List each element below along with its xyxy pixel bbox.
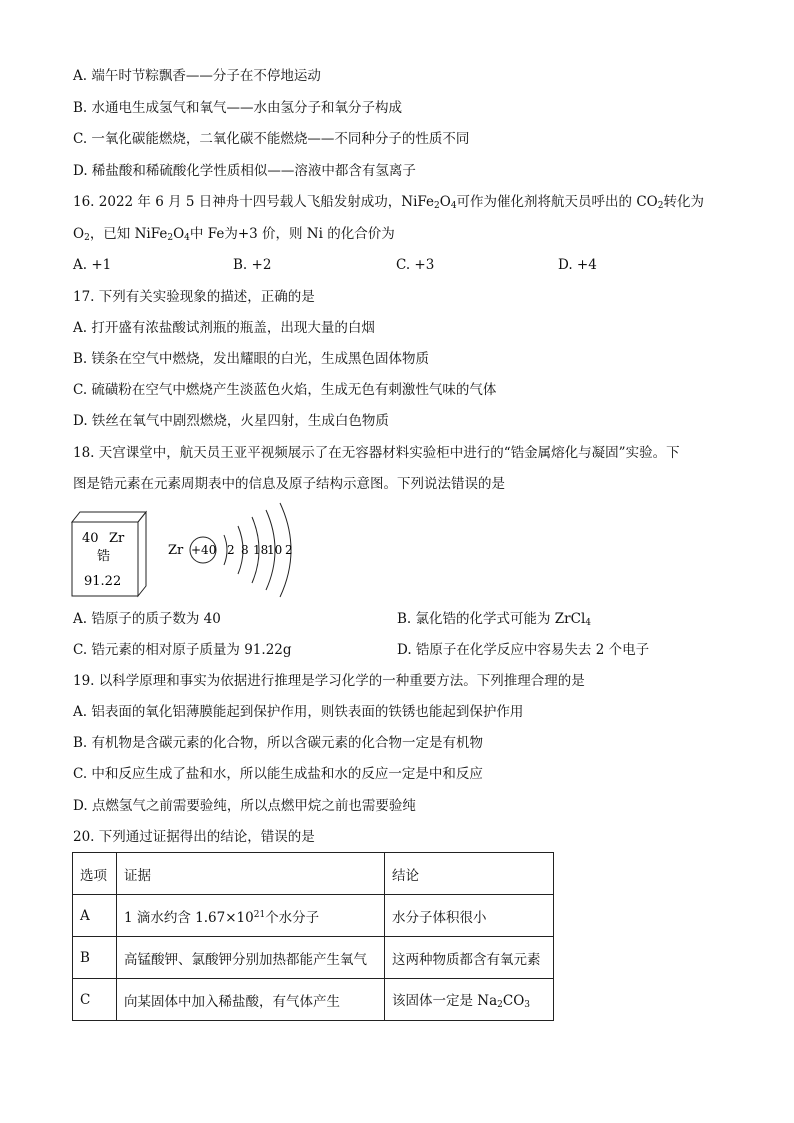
- table-header-cell: 结论: [385, 853, 554, 895]
- atom-symbol: Zr: [168, 543, 184, 558]
- table-cell-evidence: [117, 895, 385, 937]
- q16-text: 16. 2022 年 6 月 5 日神舟十四号载人飞船发射成功，NiFe: [73, 194, 434, 210]
- evidence-text: 1 滴水约含 1.67×10: [124, 909, 254, 926]
- q18-option-a: A. 锆原子的质子数为 40: [73, 611, 221, 627]
- q18-stem-line2: 图是锆元素在元素周期表中的信息及原子结构示意图。下列说法错误的是: [73, 476, 505, 492]
- shell-count: 10: [267, 543, 283, 557]
- evidence-text: 个水分子: [265, 909, 320, 926]
- q16-option-d: D. +4: [558, 257, 597, 273]
- q16-text: ，已知 NiFe: [89, 226, 168, 242]
- table-header-cell: 证据: [117, 853, 385, 895]
- q17-option-c: C. 硫磺粉在空气中燃烧产生淡蓝色火焰，生成无色有刺激性气味的气体: [73, 382, 497, 398]
- table-header-cell: 选项: [73, 853, 117, 895]
- shell-count: 2: [285, 543, 293, 557]
- q19-option-a: A. 铝表面的氧化铝薄膜能起到保护作用，则铁表面的铁锈也能起到保护作用: [73, 704, 524, 720]
- element-card: [72, 512, 146, 596]
- element-name: 锆: [97, 549, 111, 564]
- q17-option-d: D. 铁丝在氧气中剧烈燃烧，火星四射，生成白色物质: [73, 413, 389, 429]
- superscript: 21: [253, 909, 266, 920]
- nucleus-charge: +40: [191, 543, 217, 557]
- table-cell-evidence: 向某固体中加入稀盐酸，有气体产生: [117, 979, 385, 1021]
- sub-index: 4: [585, 618, 592, 628]
- sub-index: 2: [434, 201, 440, 211]
- q16-option-c: C. +3: [396, 257, 435, 273]
- q16-text: O: [439, 194, 451, 210]
- table-row: [73, 895, 554, 937]
- element-symbol: Zr: [109, 531, 125, 546]
- shell-count: 2: [227, 543, 235, 557]
- table-cell-option: C: [73, 979, 117, 1021]
- conclusion-text: 该固体一定是 Na: [392, 993, 498, 1009]
- sub-index: 4: [450, 201, 457, 211]
- q17-stem: 17. 下列有关实验现象的描述，正确的是: [73, 289, 315, 305]
- q18-stem-line1: 18. 天宫课堂中，航天员王亚平视频展示了在无容器材料实验柜中进行的“锆金属熔化与凝固”实验。下: [73, 445, 680, 461]
- q16-stem-line1: [73, 193, 704, 215]
- q18-option-b-text: B. 氯化锆的化学式可能为 ZrCl: [397, 611, 586, 627]
- q16-stem-line2: [73, 225, 395, 247]
- q20-stem: 20. 下列通过证据得出的结论，错误的是: [73, 829, 315, 845]
- table-row: [73, 937, 554, 979]
- q15-option-a: A. 端午时节粽飘香——分子在不停地运动: [73, 68, 321, 84]
- atom-structure: [168, 503, 293, 597]
- q16-text: O: [173, 226, 185, 242]
- table-cell-option: A: [73, 895, 117, 937]
- q19-option-b: B. 有机物是含碳元素的化合物，所以含碳元素的化合物一定是有机物: [73, 735, 484, 751]
- table-cell-option: B: [73, 937, 117, 979]
- q18-option-b: [397, 610, 591, 632]
- q17-option-b: B. 镁条在空气中燃烧，发出耀眼的白光，生成黑色固体物质: [73, 351, 430, 367]
- sub-index: 2: [167, 233, 174, 243]
- q16-option-a: A. +1: [73, 257, 112, 273]
- table-cell-conclusion: 水分子体积很小: [385, 895, 554, 937]
- element-number: 40: [82, 531, 99, 546]
- shell-count: 8: [241, 543, 249, 557]
- table-row: [73, 979, 554, 1021]
- q15-option-b: B. 水通电生成氢气和氧气——水由氢分子和氧分子构成: [73, 100, 403, 116]
- conclusion-text: CO: [502, 993, 525, 1009]
- table-cell-conclusion: 这两种物质都含有氧元素: [385, 937, 554, 979]
- q16-text: 可作为催化剂将航天员呼出的 CO: [456, 194, 658, 210]
- evidence-table: [72, 852, 554, 1021]
- q18-option-d: D. 锆原子在化学反应中容易失去 2 个电子: [397, 642, 650, 658]
- q16-text: O: [73, 226, 85, 242]
- q19-option-d: D. 点燃氢气之前需要验纯，所以点燃甲烷之前也需要验纯: [73, 798, 416, 814]
- q19-option-c: C. 中和反应生成了盐和水，所以能生成盐和水的反应一定是中和反应: [73, 766, 483, 782]
- table-cell-conclusion: [385, 979, 554, 1021]
- table-cell-evidence: 高锰酸钾、氯酸钾分别加热都能产生氧气: [117, 937, 385, 979]
- table-header-row: [73, 853, 554, 895]
- q15-option-c: C. 一氧化碳能燃烧，二氧化碳不能燃烧——不同种分子的性质不同: [73, 131, 470, 147]
- q16-text: 中 Fe为+3 价，则 Ni 的化合价为: [189, 226, 395, 242]
- q15-option-d: D. 稀盐酸和稀硫酸化学性质相似——溶液中都含有氢离子: [73, 163, 416, 179]
- sub-index: 2: [497, 1000, 503, 1010]
- sub-index: 4: [184, 233, 190, 243]
- q16-option-b: B. +2: [233, 257, 272, 273]
- shell-count: 18: [253, 543, 269, 557]
- q19-stem: 19. 以科学原理和事实为依据进行推理是学习化学的一种重要方法。下列推理合理的是: [73, 673, 585, 689]
- element-mass: 91.22: [84, 574, 122, 589]
- sub-index: 2: [657, 201, 664, 211]
- zirconium-diagram: [66, 502, 316, 602]
- q17-option-a: A. 打开盛有浓盐酸试剂瓶的瓶盖，出现大量的白烟: [73, 320, 375, 336]
- q16-text: 转化为: [663, 194, 704, 210]
- sub-index: 2: [84, 233, 90, 243]
- q18-option-c: C. 锆元素的相对原子质量为 91.22g: [73, 642, 292, 658]
- sub-index: 3: [524, 1000, 531, 1010]
